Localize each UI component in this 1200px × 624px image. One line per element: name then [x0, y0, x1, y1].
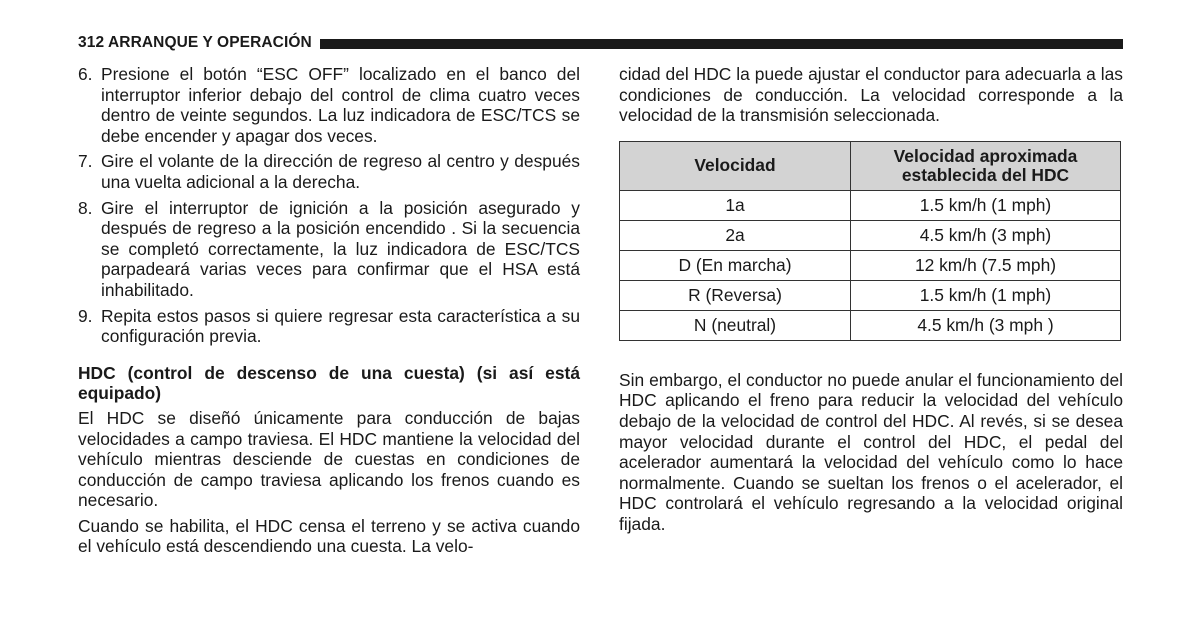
- table-row: [620, 310, 1121, 340]
- step-text: Gire el volante de la dirección de regreso al centro y después una vuelta adicional a la derecha.: [101, 151, 580, 192]
- table-row: [620, 280, 1121, 310]
- step-number: 6.: [78, 64, 93, 84]
- table-cell: 1.5 km/h (1 mph): [851, 280, 1121, 310]
- table-row: [620, 220, 1121, 250]
- step-number: 7.: [78, 151, 93, 172]
- table-cell: 1a: [620, 190, 851, 220]
- speed-table: [619, 141, 1121, 341]
- step-text: Repita estos pasos si quiere regresar esta característica a su configuración previa.: [101, 305, 580, 347]
- step-item: [78, 198, 580, 301]
- step-item: [78, 151, 580, 192]
- table-header-cell: Velocidad aproximada establecida del HDC: [851, 141, 1121, 190]
- table-cell: R (Reversa): [620, 280, 851, 310]
- step-text: Presione el botón “ESC OFF” localizado en el banco del interruptor inferior debajo del control de clima cuatro veces dentro de veinte segundos. La luz indicadora de ESC/TCS se debe encender y apagar dos veces.: [101, 64, 580, 146]
- table-row: [620, 250, 1121, 280]
- body-paragraph: Sin embargo, el conductor no puede anular el funcionamiento del HDC aplicando el freno para reducir la velocidad del vehículo debajo de la velocidad de control del HDC. Al revés, si se desea mayor velocidad durante el control del HDC, el pedal del acelerador aumentará la velocidad del vehículo como lo hace normalmente. Cuando se sueltan los frenos o el acelerador, el HDC controlará el vehículo regresando a la velocidad original fijada.: [619, 369, 1123, 534]
- intro-paragraph: cidad del HDC la puede ajustar el conductor para adecuarla a las condiciones de conducción. La velocidad corresponde a la velocidad de la transmisión seleccionada.: [619, 64, 1123, 126]
- table-cell: N (neutral): [620, 310, 851, 340]
- page-header-title: 312 ARRANQUE Y OPERACIÓN: [78, 34, 312, 51]
- step-item: [78, 64, 580, 146]
- table-cell: D (En marcha): [620, 250, 851, 280]
- step-number: 8.: [78, 197, 93, 218]
- table-cell: 2a: [620, 220, 851, 250]
- table-header-row: [620, 141, 1121, 190]
- table-cell: 1.5 km/h (1 mph): [851, 190, 1121, 220]
- step-item: [78, 306, 580, 347]
- table-header-cell: Velocidad: [620, 141, 851, 190]
- header-rule: [320, 39, 1123, 49]
- body-paragraph: El HDC se diseñó únicamente para conducción de bajas velocidades a campo traviesa. El HDC mantiene la velocidad del vehículo mientras desciende de cuestas en condiciones de conducción de campo traviesa aplicando los frenos cuando es necesario.: [78, 407, 580, 511]
- table-row: [620, 190, 1121, 220]
- step-number: 9.: [78, 305, 93, 326]
- table-cell: 4.5 km/h (3 mph ): [851, 310, 1121, 340]
- table-cell: 12 km/h (7.5 mph): [851, 250, 1121, 280]
- left-column: [78, 64, 580, 562]
- section-heading: HDC (control de descenso de una cuesta) (si así está equipado): [78, 362, 580, 404]
- right-column: [619, 64, 1123, 535]
- step-text: Gire el interruptor de ignición a la posición asegurado y después de regreso a la posición encendido . Si la secuencia se completó correctamente, la luz indicadora de ESC/TCS parpadeará varias veces para confirmar que el HSA está inhabilitado.: [101, 197, 580, 300]
- table-cell: 4.5 km/h (3 mph): [851, 220, 1121, 250]
- page-header: [78, 33, 1123, 53]
- body-paragraph: Cuando se habilita, el HDC censa el terreno y se activa cuando el vehículo está descendiendo una cuesta. La velo-: [78, 515, 580, 557]
